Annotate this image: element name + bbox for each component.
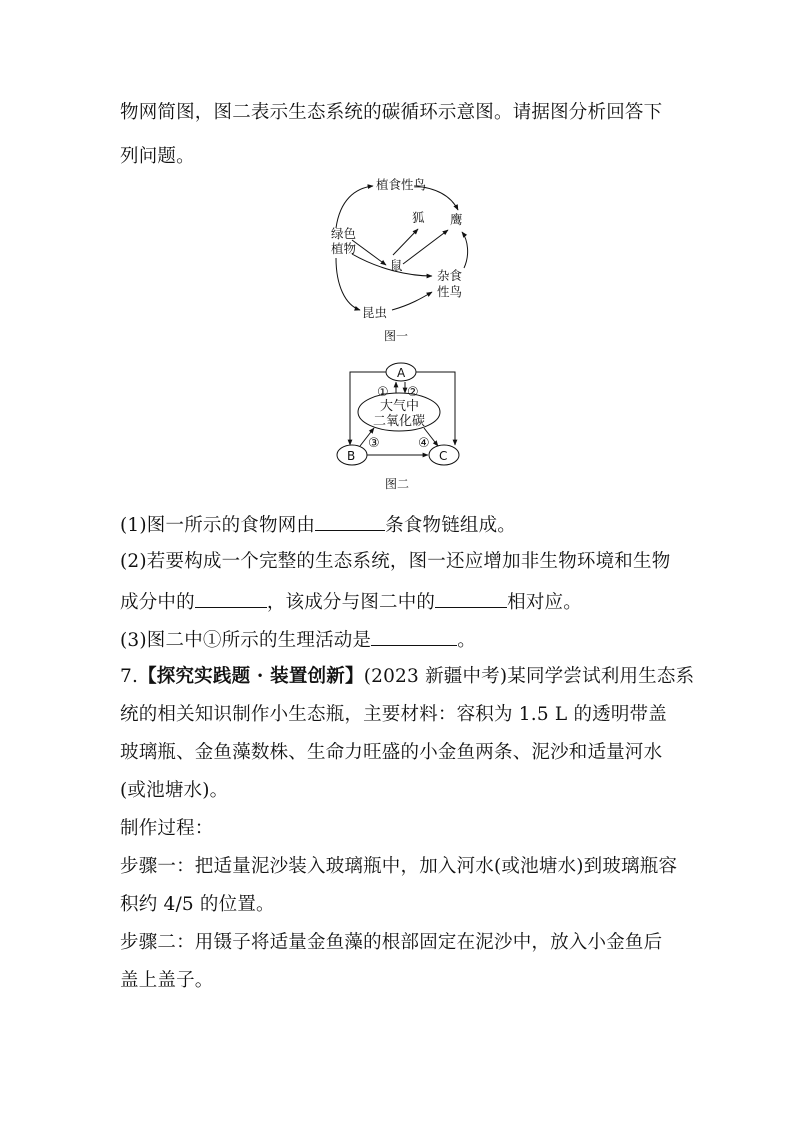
step-2-line-2: 盖上盖子。 — [120, 970, 214, 991]
node-eagle: 鹰 — [450, 212, 463, 227]
answer-blank-2b[interactable] — [435, 589, 507, 608]
node-mouse: 鼠 — [390, 258, 403, 273]
co2-label: 二氧化碳 — [373, 414, 426, 429]
step-2-line-1: 步骤二：用镊子将适量金鱼藻的根部固定在泥沙中，放入小金鱼后 — [120, 932, 663, 953]
question-2-text-b: ，该成分与图二中的 — [266, 592, 436, 613]
question-1-text: (1)图一所示的食物网由 — [120, 515, 316, 536]
question-7-line-3: 玻璃瓶、金鱼藻数株、生命力旺盛的小金鱼两条、泥沙和适量河水 — [120, 742, 663, 763]
arrow-a-to-c — [416, 372, 455, 445]
node-a: A — [397, 366, 406, 380]
marker-3: ③ — [368, 436, 380, 451]
node-c: C — [439, 449, 448, 463]
arrow-mouse-to-fox — [393, 229, 418, 255]
marker-4: ④ — [418, 436, 430, 451]
node-b: B — [347, 449, 356, 463]
answer-blank-3[interactable] — [371, 627, 457, 646]
question-7-tag: 【探究实践题 · 装置创新】 — [138, 666, 364, 687]
question-1 — [120, 512, 516, 538]
process-heading: 制作过程： — [120, 818, 214, 839]
arrow-plants-to-mouse — [352, 240, 386, 265]
arrow-plants-to-herb-bird — [336, 186, 373, 228]
question-7-source: (2023 新疆中考)某同学尝试利用生态系 — [363, 666, 695, 687]
question-3-tail: 。 — [457, 630, 476, 651]
step-1-line-1: 步骤一：把适量泥沙装入玻璃瓶中，加入河水(或池塘水)到玻璃瓶容 — [120, 856, 678, 877]
arrow-mouse-to-eagle — [403, 230, 448, 264]
marker-2: ② — [407, 385, 419, 400]
question-7-line-4: (或池塘水)。 — [120, 780, 229, 801]
figure-1-caption: 图一 — [384, 329, 409, 343]
marker-1: ① — [377, 385, 389, 400]
node-herb-bird: 植食性鸟 — [376, 177, 427, 192]
question-2-line-1: (2)若要构成一个完整的生态系统，图一还应增加非生物环境和生物 — [120, 551, 671, 572]
answer-blank-2a[interactable] — [195, 589, 267, 608]
node-insect: 昆虫 — [362, 305, 388, 320]
node-omni-bird-2: 性鸟 — [437, 284, 463, 299]
node-plants: 绿色 — [331, 226, 357, 241]
question-2-text-a: 成分中的 — [120, 592, 195, 613]
node-fox: 狐 — [412, 210, 425, 225]
step-1-line-2: 积约 4/5 的位置。 — [120, 894, 275, 915]
question-7-line-1 — [120, 665, 694, 689]
question-2-text-c: 相对应。 — [507, 592, 582, 613]
question-2-line-2 — [120, 589, 582, 615]
arrow-insect-to-omni-bird — [392, 292, 432, 310]
arrow-plants-to-insect — [336, 258, 360, 310]
question-3 — [120, 627, 476, 653]
figure-2-caption: 图二 — [385, 477, 410, 491]
question-3-text: (3)图二中①所示的生理活动是 — [120, 630, 372, 651]
answer-blank-1[interactable] — [315, 512, 385, 531]
intro-line-1: 物网简图，图二表示生态系统的碳循环示意图。请据图分析回答下 — [120, 102, 663, 123]
arrow-omni-bird-to-eagle — [462, 232, 468, 268]
food-web-diagram — [300, 170, 500, 350]
node-plants-2: 植物 — [331, 241, 357, 256]
question-7-line-2: 统的相关知识制作小生态瓶，主要材料：容积为 1.5 L 的透明带盖 — [120, 704, 667, 725]
question-7-number: 7. — [120, 666, 139, 687]
atmosphere-label: 大气中 — [380, 399, 420, 414]
node-omni-bird: 杂食 — [437, 268, 463, 283]
carbon-cycle-diagram — [330, 355, 470, 470]
question-1-tail: 条食物链组成。 — [385, 515, 517, 536]
intro-line-2: 列问题。 — [120, 146, 195, 167]
